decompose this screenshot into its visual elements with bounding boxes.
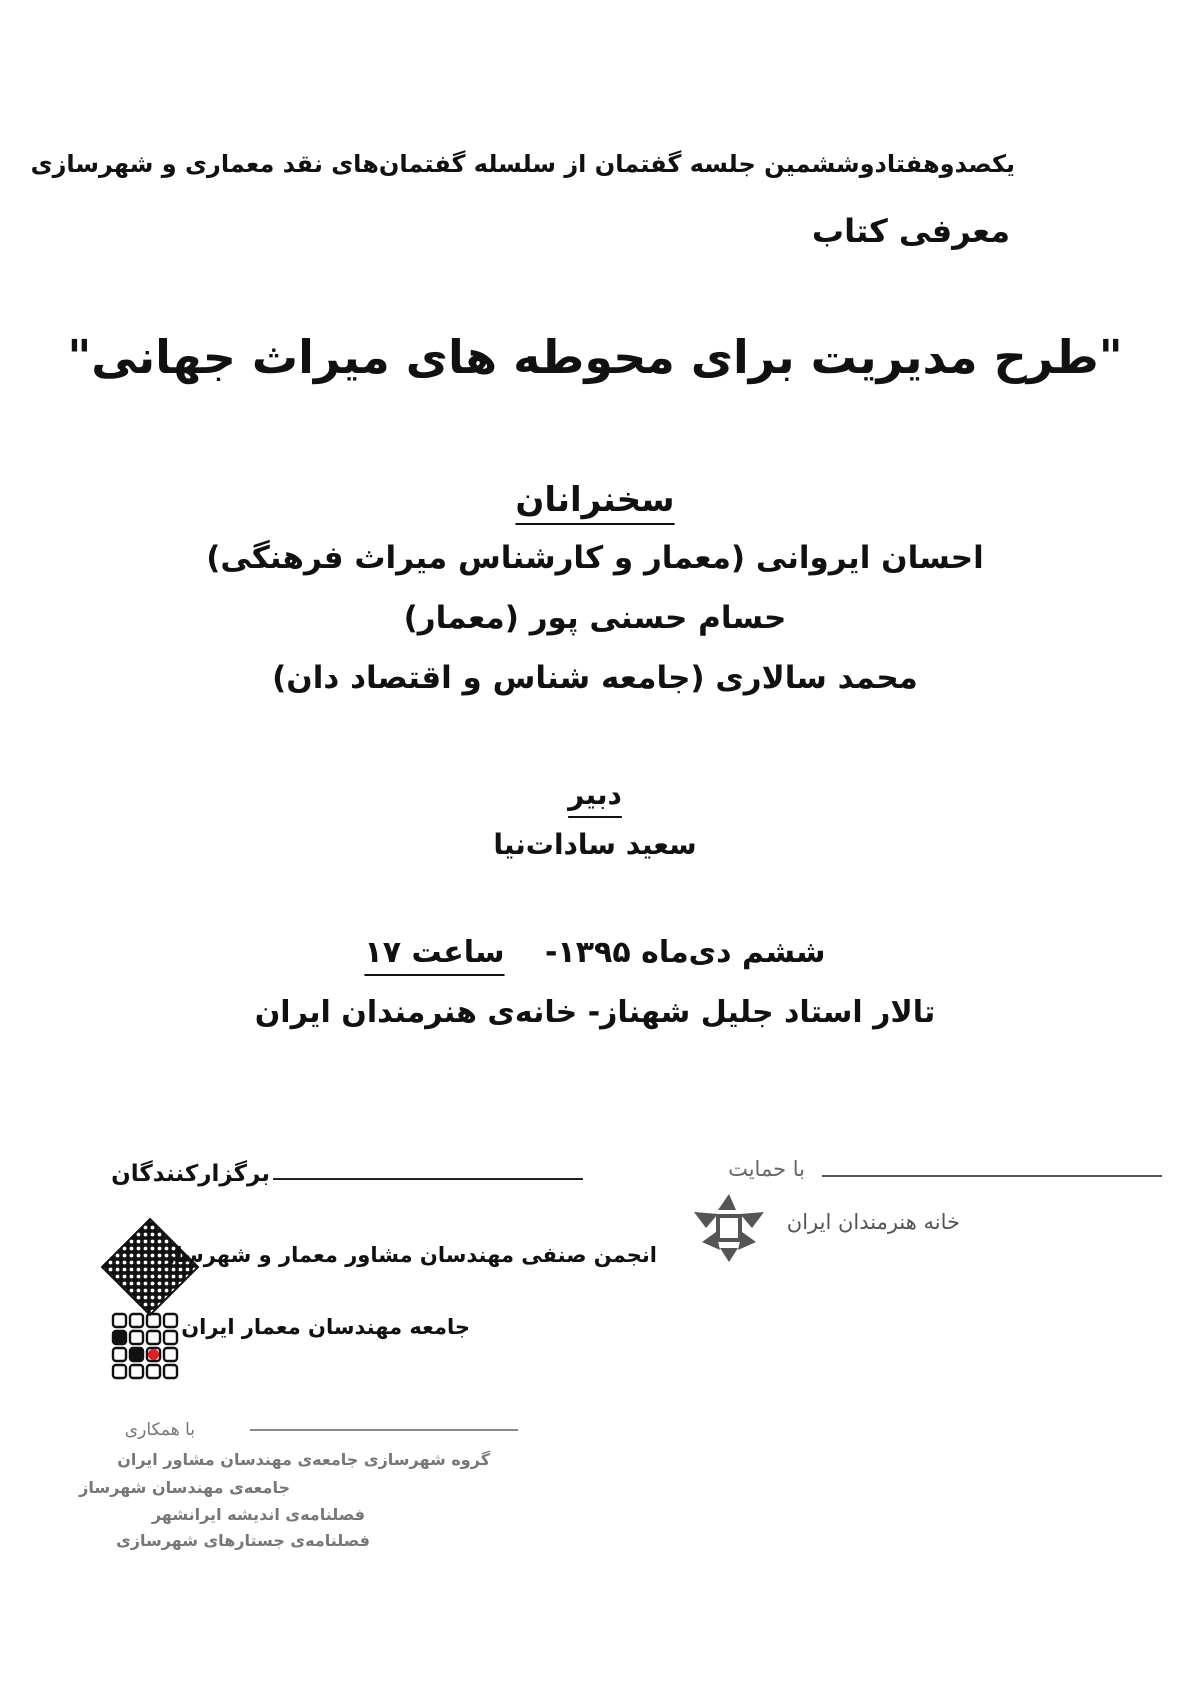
organizer-1: انجمن صنفی مهندسان مشاور معمار و شهرساز — [163, 1243, 657, 1267]
architects-society-logo-icon — [111, 1312, 183, 1384]
series-line: یکصدوهفتادوششمین جلسه گفتمان از سلسله گفتمان‌های نقد معماری و شهرسازی — [30, 150, 1015, 178]
organizers-rule — [273, 1178, 583, 1180]
event-venue: تالار استاد جلیل شهناز- خانه‌ی هنرمندان ایران — [254, 995, 936, 1030]
support-heading: با حمایت — [728, 1157, 805, 1181]
architects-association-logo-icon — [100, 1217, 200, 1317]
organizers-heading: برگزارکنندگان — [111, 1161, 270, 1187]
secretary-heading: دبیر — [568, 778, 622, 811]
collaborator-2: جامعه‌ی مهندسان شهرساز — [79, 1478, 290, 1497]
support-name: خانه هنرمندان ایران — [786, 1210, 960, 1234]
event-time: ساعت ۱۷ — [364, 935, 505, 970]
artists-house-logo-icon — [690, 1192, 768, 1264]
speakers-heading: سخنرانان — [515, 480, 675, 520]
secretary-name: سعید سادات‌نیا — [493, 828, 697, 861]
collaborator-3: فصلنامه‌ی اندیشه ایرانشهر — [151, 1505, 365, 1524]
event-date: ششم دی‌ماه ۱۳۹۵- — [544, 935, 826, 970]
support-rule — [822, 1175, 1162, 1177]
event-date-line — [0, 935, 1190, 970]
collaboration-rule — [250, 1429, 518, 1431]
collaboration-heading: با همکاری — [124, 1420, 195, 1440]
collaborator-4: فصلنامه‌ی جستارهای شهرسازی — [116, 1531, 370, 1550]
speaker-2: حسام حسنی پور (معمار) — [403, 600, 787, 636]
collaborator-1: گروه شهرسازی جامعه‌ی مهندسان مشاور ایران — [117, 1450, 490, 1469]
organizer-2: جامعه مهندسان معمار ایران — [181, 1315, 470, 1339]
speaker-3: محمد سالاری (جامعه شناس و اقتصاد دان) — [272, 660, 918, 696]
book-title: "طرح مدیریت برای محوطه های میراث جهانی" — [67, 330, 1123, 384]
intro-label: معرفی کتاب — [811, 212, 1010, 250]
speaker-1: احسان ایروانی (معمار و کارشناس میراث فرهنگی) — [206, 540, 984, 576]
